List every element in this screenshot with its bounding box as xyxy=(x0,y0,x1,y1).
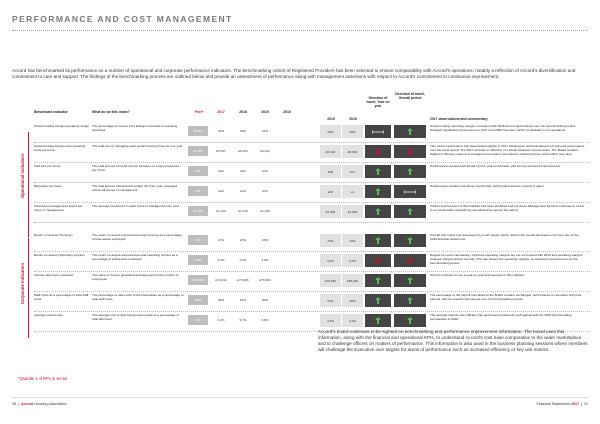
value-2018: 5.7% xyxy=(239,318,247,322)
value-c2015: £1,025 xyxy=(320,205,341,218)
value-c2016: -£1 xyxy=(342,185,363,198)
value-2019: £93 xyxy=(262,169,268,173)
value-c2015: 3.6% xyxy=(320,254,341,267)
header-c2015: 2015 xyxy=(327,117,335,121)
arrow-up-icon xyxy=(365,185,391,198)
summary-paragraph: Accord's board continues to be sighted on benchmarking and performance improvement information. The board uses this information, along with the financial and operational KPIs, to understand Accord's cost base comparative to the wider marketplace and to challenge officers on matters of performance. This information is also used in the business planning sessions where members will challenge the Executive over targets for areas of performance such as increased efficiency or key unit metrics. xyxy=(318,329,588,353)
value-c2015: £96 xyxy=(320,165,341,178)
header-2016: 2016 xyxy=(283,110,291,114)
row-indicator: Total asset management spend per home in management xyxy=(34,205,83,212)
flat-arrow-icon xyxy=(365,125,391,138)
arrow-up-icon xyxy=(394,125,426,138)
header-what: What do we this mean? xyxy=(92,110,130,114)
group-bar-corporate xyxy=(28,238,29,338)
footer-right: Financial Statements 2017 | 31 xyxy=(536,402,588,406)
value-c2015: 29% xyxy=(320,125,341,138)
row-indicator: Social housing lettings total operating costs per home xyxy=(34,145,86,152)
row-commentary: Despite its recent decreasing, improved operating margins are set out forward with 2016 and operating margins reduced margins across recently. This has slowed the operating margins, a continued improvement over the benchmarking period. xyxy=(430,254,583,265)
arrow-up-icon xyxy=(365,234,391,247)
peer-value: 45% xyxy=(188,295,208,305)
row-commentary: Accord continues to see a year-on-year improvement in this indicator. xyxy=(430,274,525,277)
row-commentary: Overall, this metric has decreased by small margin, which reflects the overall decrease in turnover due to the 2016 financial statements. xyxy=(430,234,579,241)
value-2019: 3.6% xyxy=(261,258,269,262)
footer-divider xyxy=(12,397,588,398)
peer-value: £1,003 xyxy=(188,206,208,216)
row-what: The total amount of rental income forsaken on empty properties per home xyxy=(92,165,180,172)
value-2018: 35% xyxy=(239,129,247,133)
arrow-up-icon xyxy=(365,294,391,307)
flat-arrow-icon xyxy=(394,185,426,198)
row-indicator: Average interest rate xyxy=(34,314,63,317)
footer-left: 28 | Accord Housing Association xyxy=(12,402,67,406)
peer-value: 4.5% xyxy=(188,315,208,325)
intro-paragraph: Accord has benchmarked its performance on a number of operational and corporate performance indicators. The benchmarking cohort of Registered Providers has been selected to ensure comparability with Accord's operations; notably a reflection of Accord's diversification and commitment to care and support. The findings of the benchmarking process are outlined below and provide an assessment of performance along with management assertions with respect to Accord's commitment to continuous improvement. xyxy=(12,68,576,80)
value-c2015: £38 xyxy=(320,185,341,198)
row-indicator: Staff costs as a percentage of total staff costs xyxy=(34,294,89,301)
value-2017: 34% xyxy=(217,129,225,133)
header-commentary: 2017 observations and commentary xyxy=(430,117,488,121)
row-indicator: Income earned per volunteer xyxy=(34,274,74,277)
row-what: The percentage of income from lettings converted to operating surpluses xyxy=(92,125,178,132)
value-2018: £1,219 xyxy=(238,209,248,213)
peer-value: £79,000 xyxy=(188,275,208,285)
arrow-up-icon xyxy=(394,234,426,247)
page-number-left: 28 xyxy=(12,402,16,406)
value-2017: 48% xyxy=(217,298,225,302)
value-c2016: 19% xyxy=(342,234,363,247)
header-peer: Peer* xyxy=(194,110,204,114)
value-2017: £90 xyxy=(218,169,224,173)
group-label-operational: Operational Indicators xyxy=(20,153,25,198)
value-2017: 4.3% xyxy=(217,258,225,262)
row-what: The return on assets expressed as total turnover as a percentage of total assets employed xyxy=(92,234,182,241)
row-indicator: Social housing lettings operating margin xyxy=(34,125,89,128)
value-c2016: £85,446 xyxy=(342,274,363,287)
page-number-right: 31 xyxy=(584,402,588,406)
value-2018: £18 xyxy=(240,189,246,193)
arrow-up-icon xyxy=(365,165,391,178)
value-c2016: 4.4% xyxy=(342,314,363,327)
value-c2016: 28% xyxy=(342,125,363,138)
value-2018: 2.0% xyxy=(239,258,247,262)
value-2019: £5,431 xyxy=(260,149,270,153)
row-commentary: Performance remains well ahead of prior year benchmark, with strong continued improvements. xyxy=(430,165,561,168)
value-2019: 3.6% xyxy=(261,318,269,322)
arrow-up-icon xyxy=(394,274,426,287)
value-2019: £33 xyxy=(262,189,268,193)
arrow-up-icon xyxy=(394,314,426,327)
row-indicator: Return on assets (Operating surplus) xyxy=(34,254,85,257)
row-what: The total amount of bad debts written off in the year, averaged across all homes in management xyxy=(92,185,178,192)
value-c2016: £77 xyxy=(342,165,363,178)
value-2018: £5,233 xyxy=(238,149,248,153)
row-what: The percentage of total costs of the Association as a percentage of total staff costs xyxy=(92,294,184,301)
value-c2015: 51% xyxy=(320,294,341,307)
value-2019: 56% xyxy=(261,298,269,302)
value-c2015: 23% xyxy=(320,234,341,247)
row-indicator: Return on assets (Turnover) xyxy=(34,234,73,237)
row-indicator: Bad debts per home xyxy=(34,185,62,188)
peer-value: 6.6% xyxy=(188,255,208,265)
row-commentary: Performance remains well above benchmark, with prudent arrears controls in place. xyxy=(430,185,545,188)
row-what: The total cost of managing each social housing home for one year xyxy=(92,145,183,148)
value-2019: 31% xyxy=(261,129,269,133)
peer-value: 7.0% xyxy=(188,235,208,245)
arrow-up-icon xyxy=(365,205,391,218)
brand-name: Accord xyxy=(20,402,34,406)
value-c2016: 3.2% xyxy=(342,254,363,267)
arrow-up-icon xyxy=(365,274,391,287)
value-c2016: £1,099 xyxy=(342,205,363,218)
arrow-down-icon xyxy=(394,254,426,267)
title-divider xyxy=(12,30,588,31)
arrow-down-icon xyxy=(365,145,391,158)
value-2018: 51% xyxy=(239,298,247,302)
arrow-up-icon xyxy=(394,294,426,307)
header-indicator: Benchmark indicator xyxy=(34,110,68,114)
header-2018: 2018 xyxy=(239,110,247,114)
arrow-up-icon xyxy=(394,205,426,218)
header-direction-year: Direction of travel, Year on year xyxy=(366,96,390,109)
footnote: *Quartile 1 of RPs in sector xyxy=(18,376,68,381)
value-2017: 4.2% xyxy=(217,318,225,322)
header-c2016: 2016 xyxy=(349,117,357,121)
row-commentary: Further improvement of this indicator has been identified and our Asset Management function continues to invest in our stock while maintaining cost efficiencies across the period. xyxy=(430,205,585,212)
value-2017: £5,537 xyxy=(216,149,226,153)
value-c2016: £5,600 xyxy=(342,145,363,158)
value-2019: 23% xyxy=(261,238,269,242)
value-c2015: 4.3% xyxy=(320,314,341,327)
row-commentary: The average interest rate indicator has performed consistently well against with the 2016 benchmarking comparative to 2016. xyxy=(430,314,572,321)
value-2018: 20% xyxy=(239,238,247,242)
row-commentary: This metric performance has deteriorated slightly in 2017 following an acknowledgment of improved performance over the trend period. The 2017 increase is reflective of a whole business cost provision. The Board remains vigilant to this key metric and management remains committed to reducing these costs further over time. xyxy=(430,145,585,156)
row-what: The average cost of debt being interest paid as a percentage of total debt held xyxy=(92,314,179,321)
row-what: The value of income generated averaged across the number of employees xyxy=(92,274,179,281)
doc-year: 2017 xyxy=(571,402,580,406)
value-2017: £26 xyxy=(218,189,224,193)
group-bar-operational xyxy=(28,132,29,237)
row-commentary: The percentage of the payroll committed to the Board remains unchanged; performance is consistent with prior periods, with an overall improvement over the benchmarking period. xyxy=(430,294,582,301)
value-c2016: 46% xyxy=(342,294,363,307)
header-2017: 2017 xyxy=(217,110,225,114)
value-2018: £83 xyxy=(240,169,246,173)
row-what: The average investment in each home in management per year xyxy=(92,205,180,208)
row-what: The return on assets expressed as total operating surplus as a percentage of total assets employed xyxy=(92,254,178,261)
value-2017: £1,220 xyxy=(216,209,226,213)
row-indicator: Void loss per home xyxy=(34,165,61,168)
doc-name: Financial Statements xyxy=(536,402,571,406)
peer-value: £80 xyxy=(188,166,208,176)
page-title: PERFORMANCE AND COST MANAGEMENT xyxy=(12,14,233,24)
value-2017: £74,344 xyxy=(215,278,227,282)
arrow-down-icon xyxy=(365,254,391,267)
value-2018: £74,966 xyxy=(237,278,249,282)
value-2019: £78,364 xyxy=(259,278,271,282)
org-name: Housing Association xyxy=(34,402,67,406)
header-2019: 2019 xyxy=(261,110,269,114)
arrow-down-icon xyxy=(394,145,426,158)
value-c2015: £78,946 xyxy=(320,274,341,287)
arrow-up-icon xyxy=(394,165,426,178)
arrow-up-icon xyxy=(365,314,391,327)
peer-value: 39.6% xyxy=(188,126,208,136)
value-2017: 21% xyxy=(217,238,225,242)
peer-value: £3,900 xyxy=(188,146,208,156)
value-c2015: £5,618 xyxy=(320,145,341,158)
value-2019: £1,309 xyxy=(260,209,270,213)
row-commentary: Social housing operating margins consistent with 2016 Accord performance over the benchmarking period. Strategic significant improvement on both more RRG has been further embedded in our operations. xyxy=(430,125,576,132)
group-label-corporate: Corporate Indicators xyxy=(20,262,25,304)
header-direction-overall: Direction of travel, Overall period xyxy=(395,92,425,101)
peer-value: £50 xyxy=(188,186,208,196)
